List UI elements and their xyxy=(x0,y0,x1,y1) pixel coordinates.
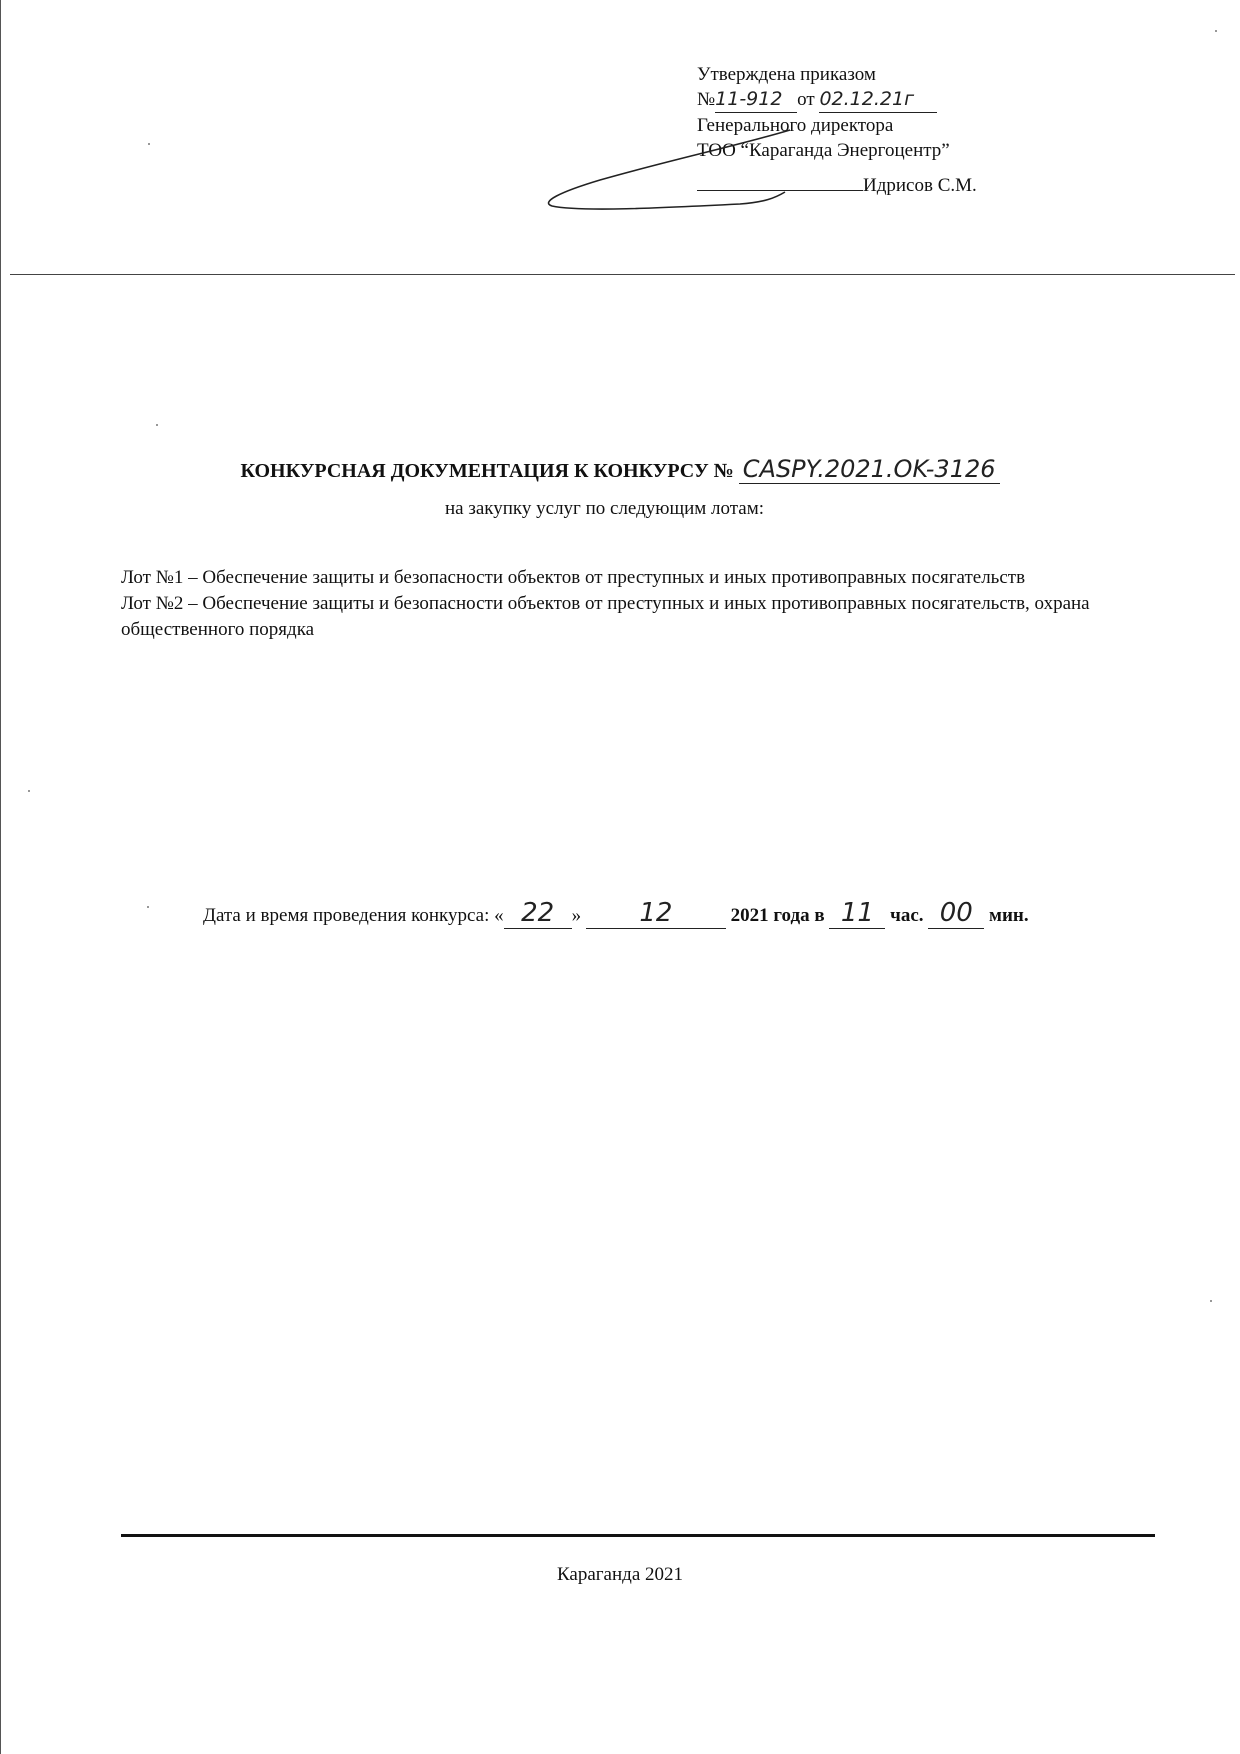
order-date: 02.12.21г xyxy=(819,87,937,113)
scan-speck xyxy=(1210,1300,1212,1302)
scan-speck xyxy=(156,424,158,426)
tender-day: 22 xyxy=(504,898,572,929)
number-sign: № xyxy=(697,89,716,110)
scan-speck xyxy=(147,906,149,908)
footer-divider xyxy=(121,1534,1155,1537)
tender-date-line xyxy=(203,898,1029,929)
title-text: КОНКУРСНАЯ ДОКУМЕНТАЦИЯ К КОНКУРСУ № xyxy=(240,460,734,482)
scan-speck xyxy=(1215,30,1217,32)
document-subtitle: на закупку услуг по следующим лотам: xyxy=(445,498,765,519)
tender-month: 12 xyxy=(586,898,726,929)
scan-fold-line xyxy=(10,274,1235,275)
minute-label: мин. xyxy=(989,905,1029,926)
lots-list xyxy=(121,565,1131,643)
approval-line-4: ТОО “Караганда Энергоцентр” xyxy=(697,140,950,161)
approval-line-1: Утверждена приказом xyxy=(697,64,876,85)
signatory-name: Идрисов С.М. xyxy=(863,175,977,196)
tender-number: CASPY.2021.OK-3126 xyxy=(739,455,1000,484)
document-title xyxy=(0,455,1240,484)
order-number: 11-912 xyxy=(715,87,797,113)
approval-line-3: Генерального директора xyxy=(697,115,894,136)
tender-hour: 11 xyxy=(829,898,885,929)
hour-label: час. xyxy=(890,905,924,926)
day-quote-close: » xyxy=(571,905,582,926)
date-label: Дата и время проведения конкурса: « xyxy=(203,905,504,926)
lot-item-1: Лот №1 – Обеспечение защиты и безопасности объектов от преступных и иных противоправных посягательств xyxy=(121,567,1026,588)
lot-item-2: Лот №2 – Обеспечение защиты и безопасности объектов от преступных и иных противоправных посягательств, охрана общественного порядка xyxy=(121,593,1090,640)
scan-left-edge xyxy=(0,0,1,1754)
signature-icon xyxy=(540,120,800,220)
tender-minute: 00 xyxy=(928,898,984,929)
scan-speck xyxy=(28,790,30,792)
scan-speck xyxy=(148,143,150,145)
date-prefix: от xyxy=(797,89,815,110)
approval-line-2 xyxy=(697,87,977,113)
year-text: 2021 года в xyxy=(730,905,825,926)
footer-city-year: Караганда 2021 xyxy=(556,1564,684,1585)
